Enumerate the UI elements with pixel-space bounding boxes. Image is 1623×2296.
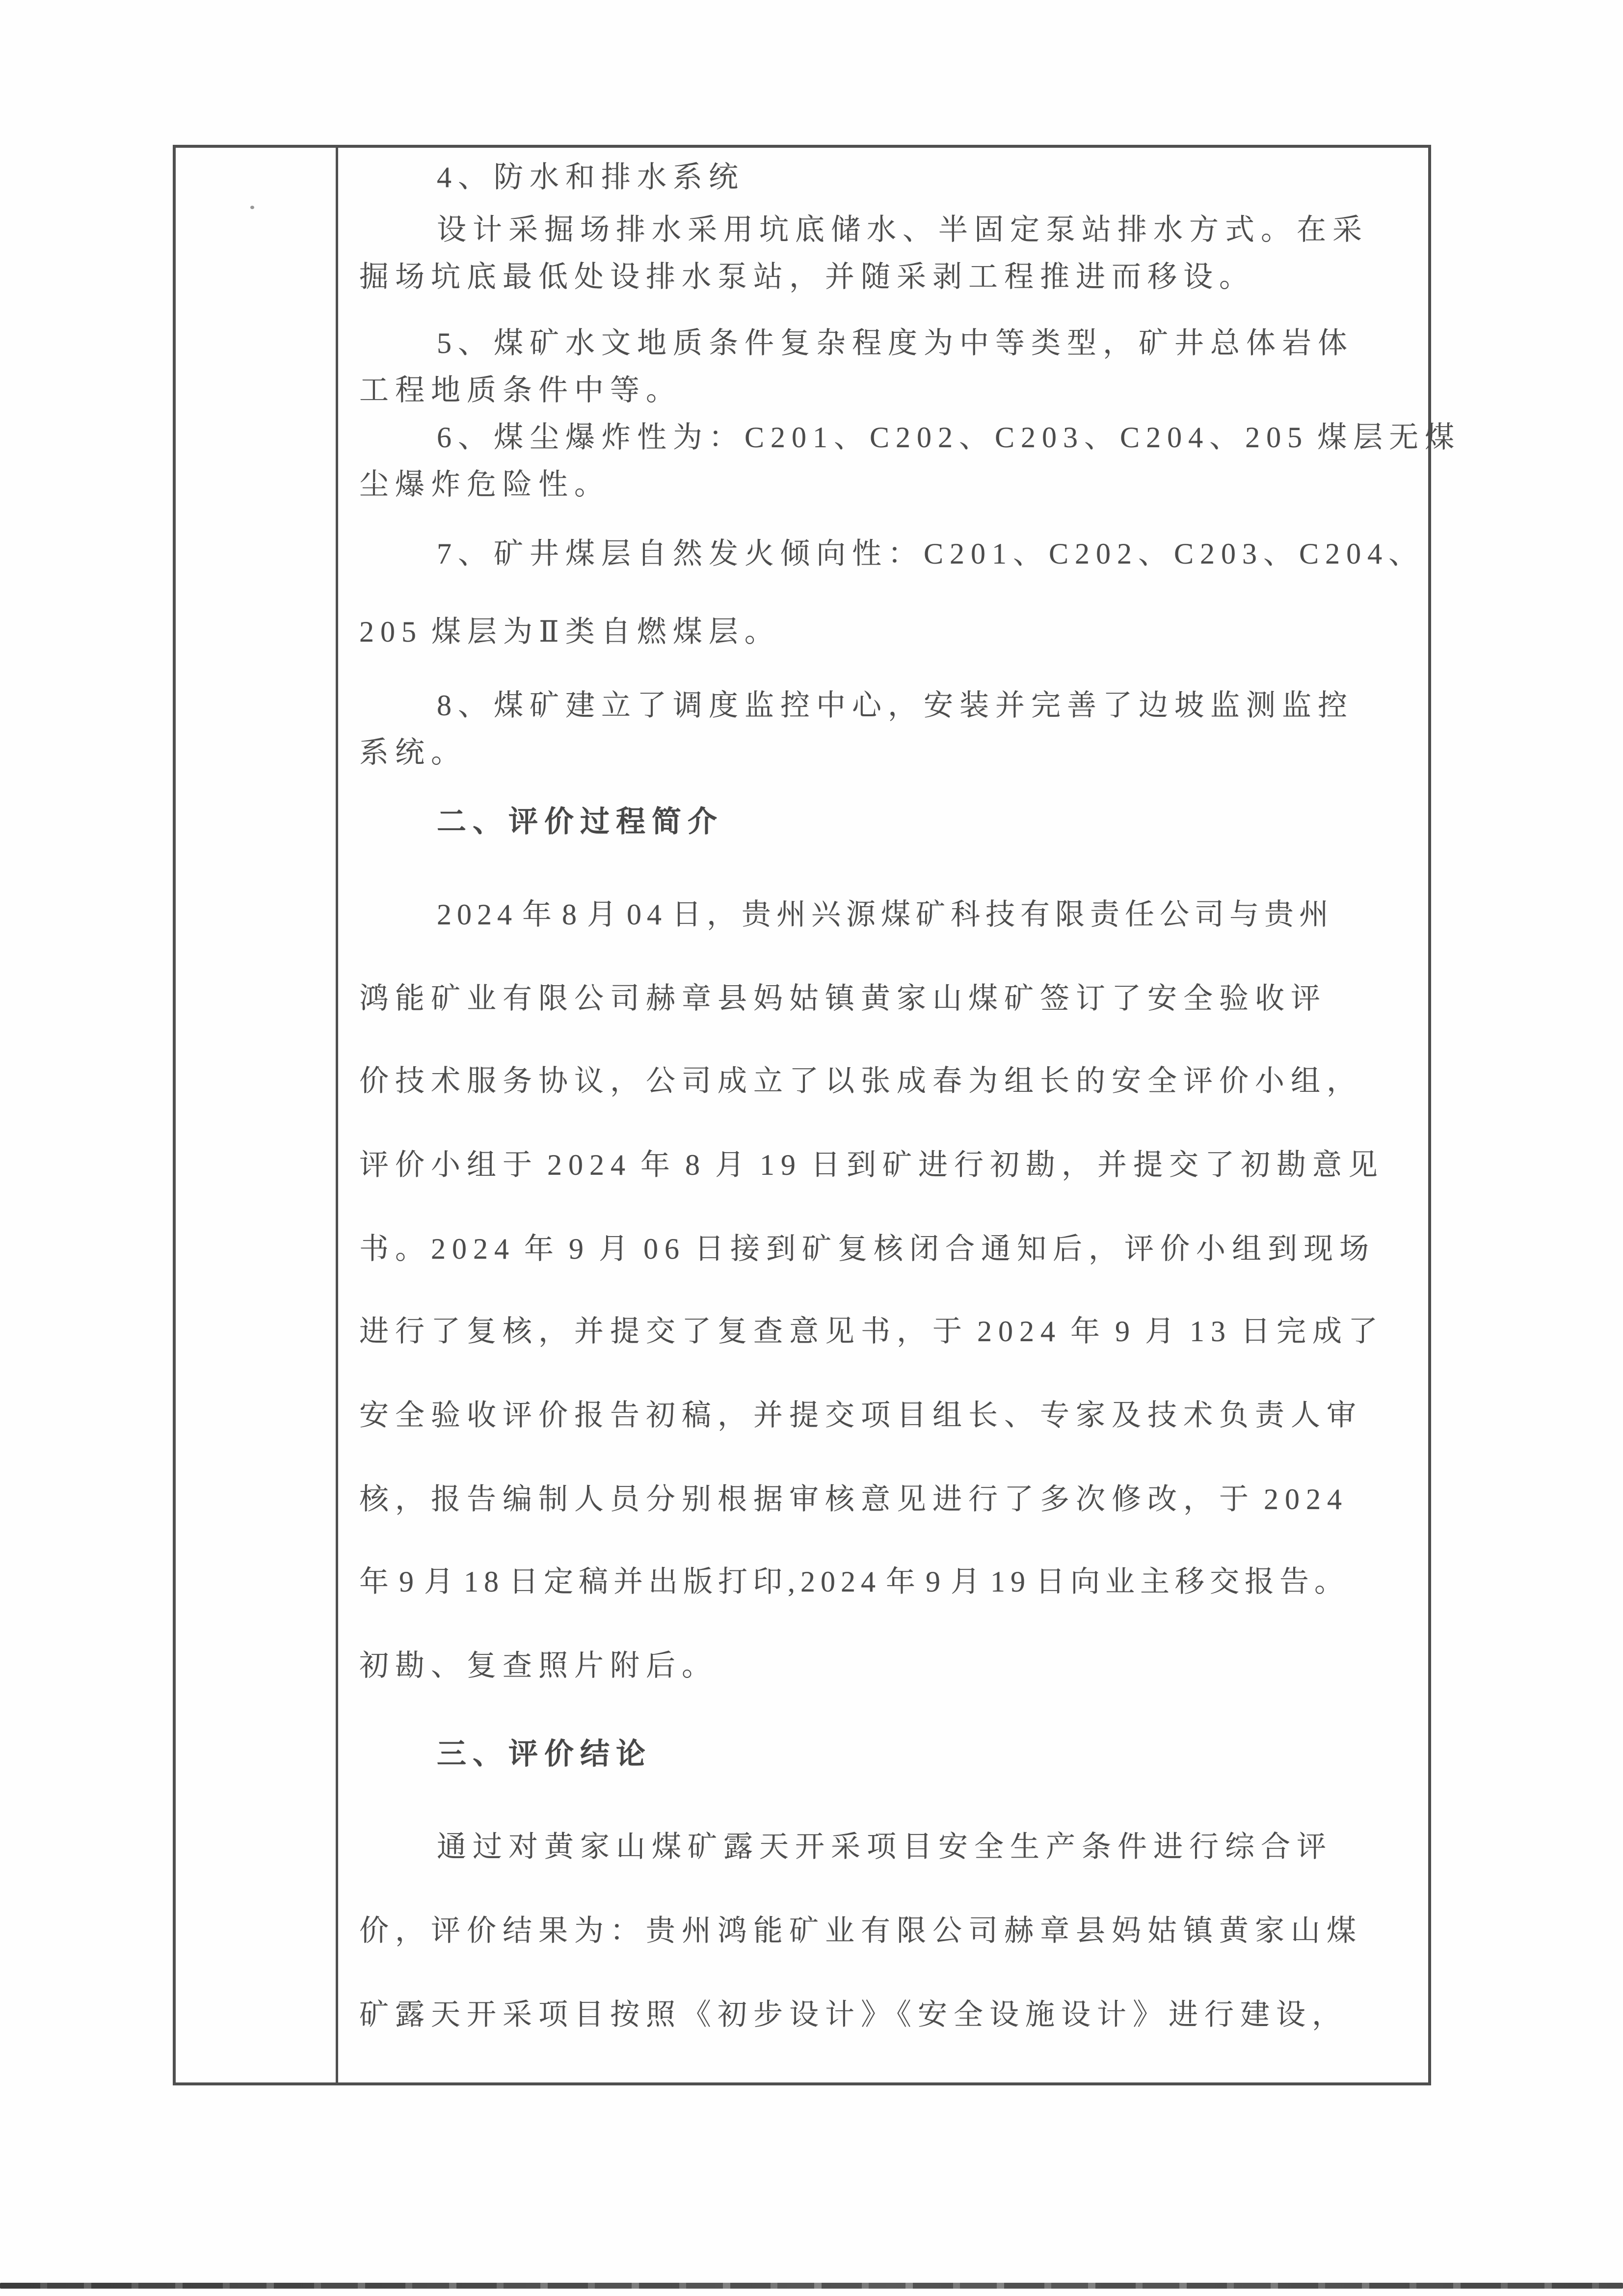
- scan-speck-artifact: [250, 206, 254, 209]
- text-line: 初勘、复查照片附后。: [359, 1649, 718, 1682]
- form-left-column: [176, 148, 338, 2082]
- text-line: 核，报告编制人员分别根据审核意见进行了多次修改，于 2024: [359, 1483, 1348, 1515]
- text-line: 价，评价结果为：贵州鸿能矿业有限公司赫章县妈姑镇黄家山煤: [359, 1915, 1362, 1947]
- text-line: 7、矿井煤层自然发火倾向性：C201、C202、C203、C204、: [437, 538, 1425, 570]
- text-line: 工程地质条件中等。: [359, 374, 682, 406]
- text-line: 205 煤层为Ⅱ类自燃煤层。: [359, 616, 780, 648]
- text-line: 安全验收评价报告初稿，并提交项目组长、专家及技术负责人审: [359, 1399, 1362, 1432]
- form-content-column: [341, 148, 1461, 2082]
- text-line: 书。2024 年 9 月 06 日接到矿复核闭合通知后，评价小组到现场: [359, 1233, 1375, 1265]
- form-table: [173, 145, 1461, 2085]
- scanner-edge-artifact: [0, 2283, 1623, 2289]
- text-line: 5、煤矿水文地质条件复杂程度为中等类型，矿井总体岩体: [437, 327, 1354, 359]
- text-line: 系统。: [359, 736, 467, 769]
- section-heading-evaluation-process: 二、评价过程简介: [437, 806, 723, 838]
- text-line: 价技术服务协议，公司成立了以张成春为组长的安全评价小组，: [359, 1065, 1362, 1097]
- text-line: 年 9 月 18 日定稿并出版打印,2024 年 9 月 19 日向业主移交报告。: [359, 1566, 1349, 1598]
- text-line: 评价小组于 2024 年 8 月 19 日到矿进行初勘，并提交了初勘意见: [359, 1149, 1384, 1181]
- text-line: 8、煤矿建立了调度监控中心，安装并完善了边坡监测监控: [437, 689, 1354, 722]
- text-line: 鸿能矿业有限公司赫章县妈姑镇黄家山煤矿签订了安全验收评: [359, 982, 1327, 1015]
- text-line: 设计采掘场排水采用坑底储水、半固定泵站排水方式。在采: [437, 214, 1368, 246]
- section-heading-evaluation-conclusion: 三、评价结论: [437, 1738, 652, 1770]
- text-line: 矿露天开采项目按照《初步设计》《安全设施设计》进行建设，: [359, 1999, 1348, 2031]
- text-line: 通过对黄家山煤矿露天开采项目安全生产条件进行综合评: [437, 1831, 1332, 1863]
- text-line: 掘场坑底最低处设排水泵站，并随采剥工程推进而移设。: [359, 261, 1255, 293]
- text-line: 6、煤尘爆炸性为：C201、C202、C203、C204、205 煤层无煤: [437, 421, 1461, 454]
- text-line: 4、防水和排水系统: [437, 161, 745, 193]
- text-line: 2024 年 8 月 04 日，贵州兴源煤矿科技有限责任公司与贵州: [437, 898, 1334, 931]
- text-line: 进行了复核，并提交了复查意见书，于 2024 年 9 月 13 日完成了: [359, 1315, 1384, 1348]
- text-line: 尘爆炸危险性。: [359, 468, 610, 501]
